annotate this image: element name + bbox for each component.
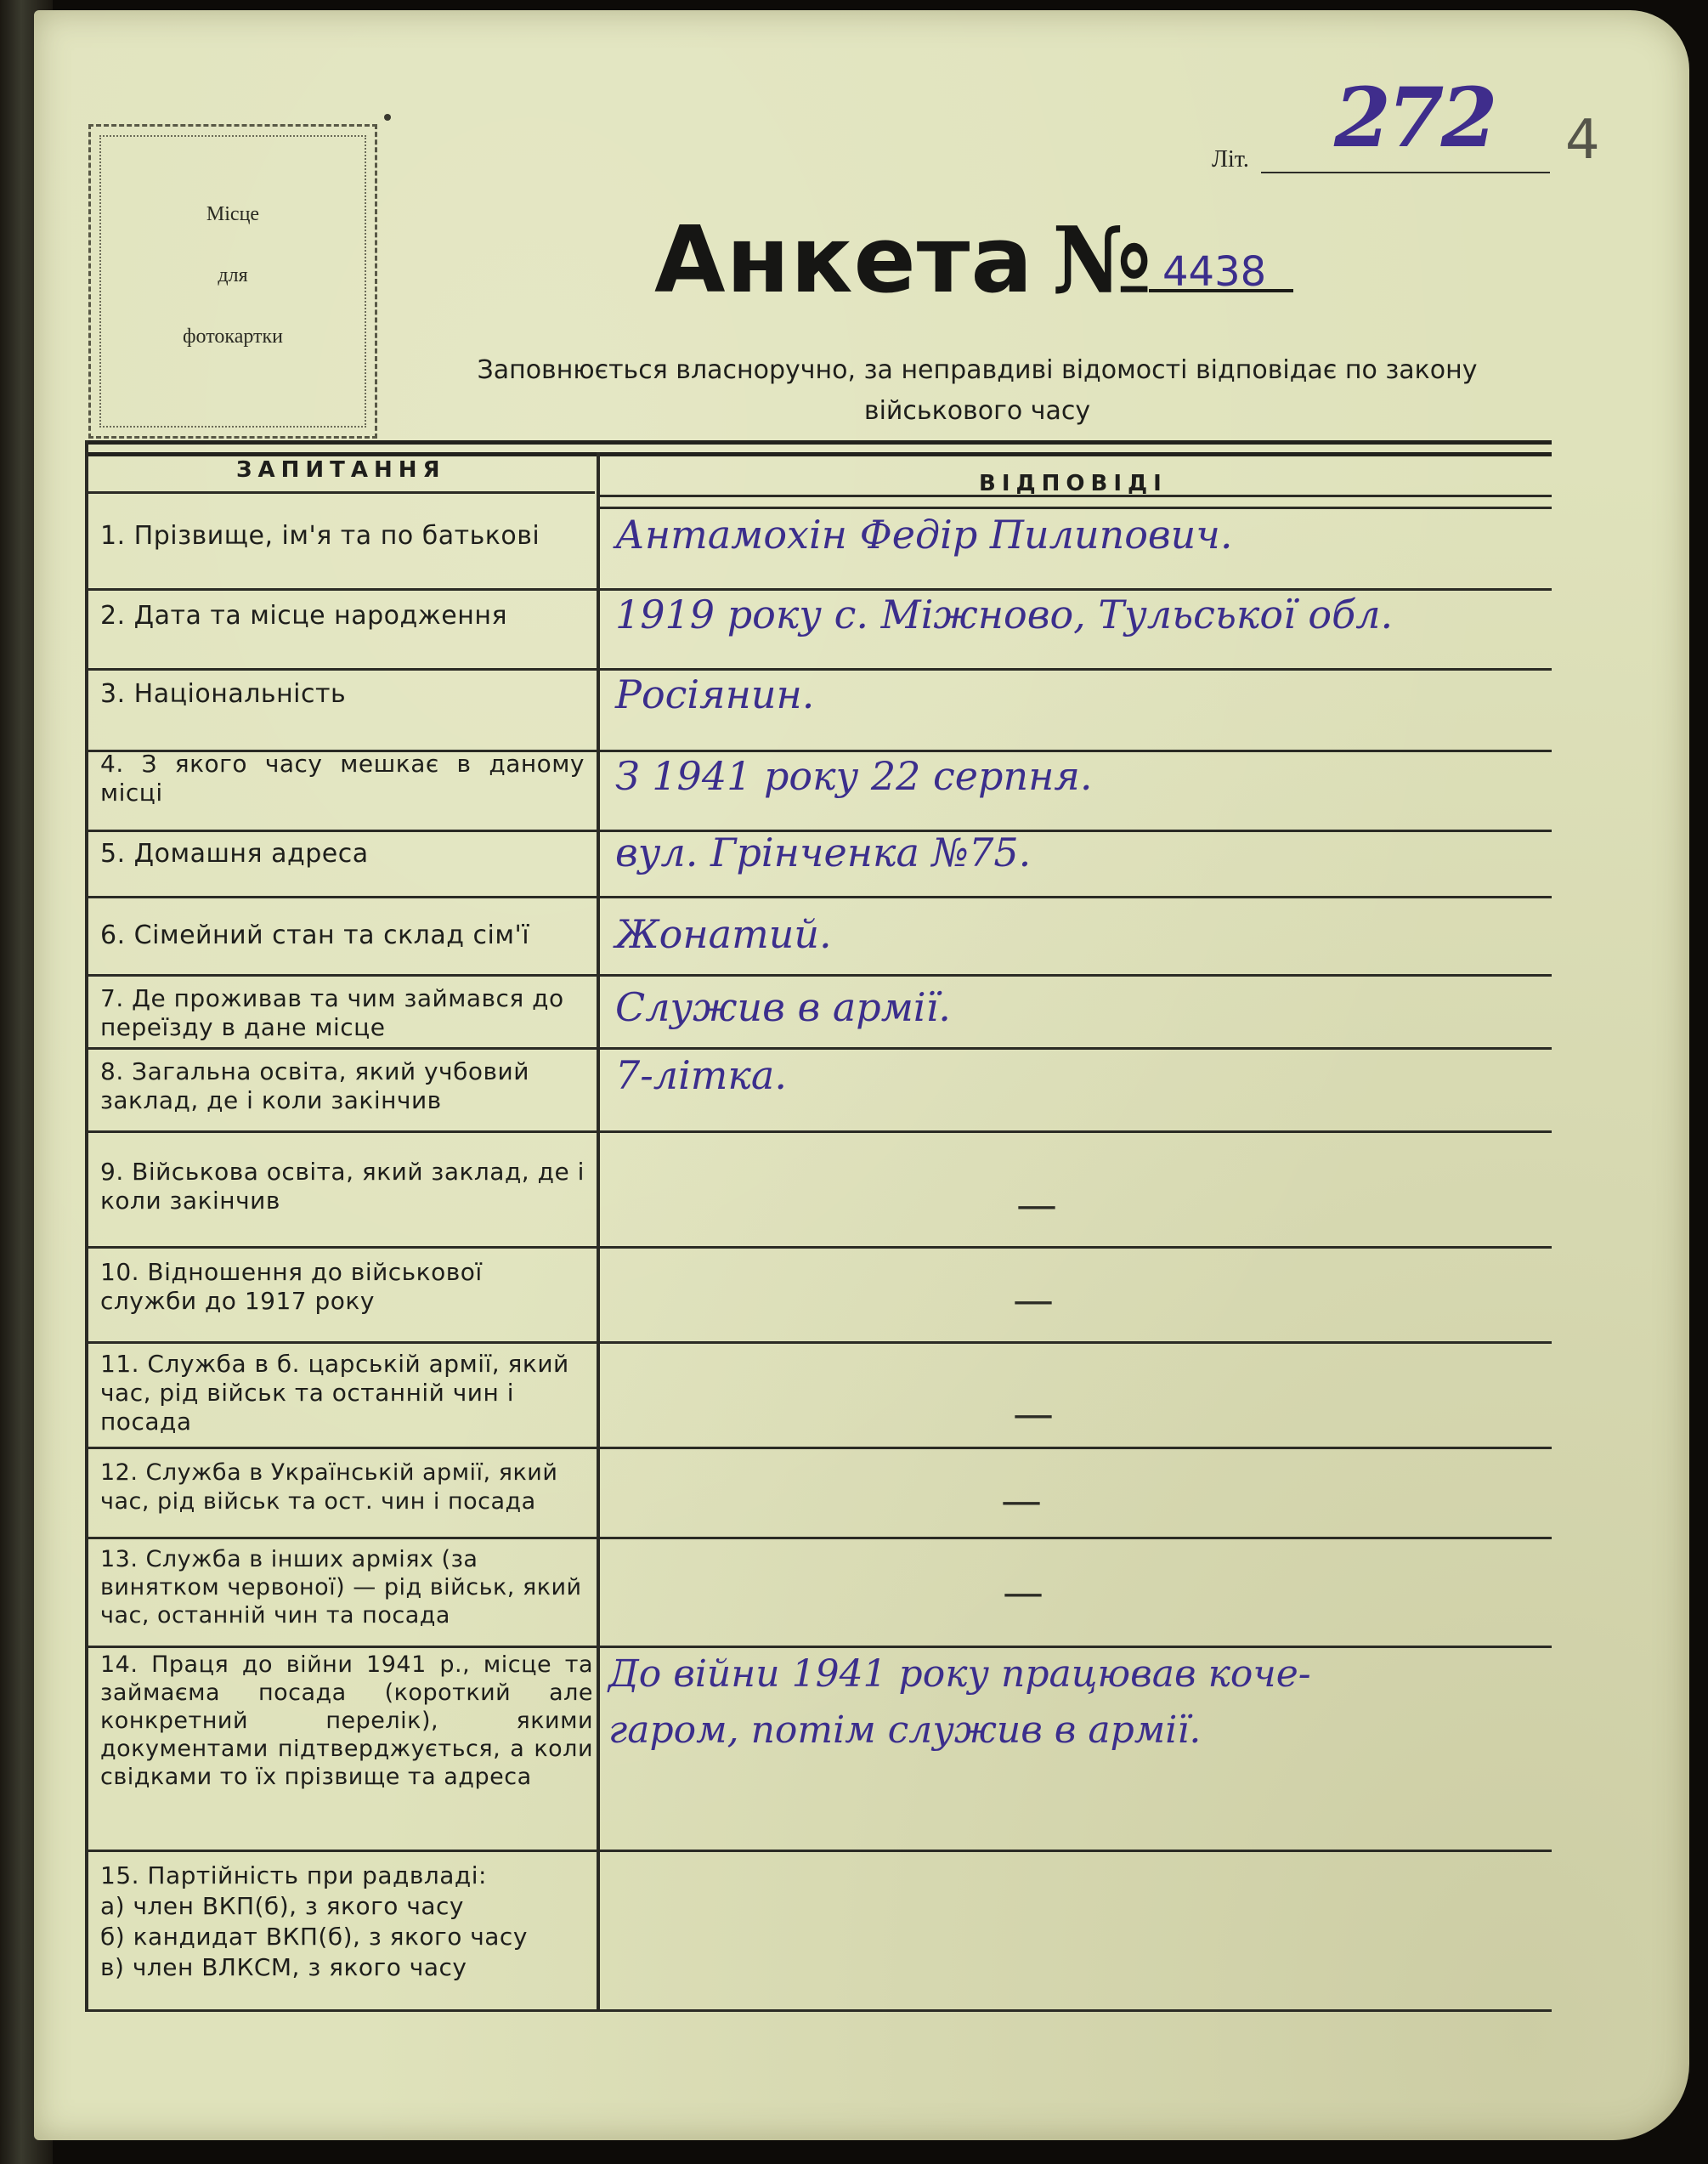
question-3: 3. Національність xyxy=(100,679,347,709)
question-1: 1. Прізвище, ім'я та по батькові xyxy=(100,521,540,551)
question-11: 11. Служба в б. царській армії, який час, рід військ та останній чин і посада xyxy=(100,1350,569,1436)
corner-page-number: 4 xyxy=(1565,109,1600,172)
answer-14-line2: гаром, потім служив в армії. xyxy=(608,1708,1202,1752)
header-questions: ЗАПИТАННЯ xyxy=(236,457,446,483)
question-13: 13. Служба в інших арміях (за винятком червоної) — рід військ, який час, останній чин та посада xyxy=(100,1546,582,1629)
answer-12: — xyxy=(1001,1477,1042,1525)
question-7: 7. Де проживав та чим займався до переїзду в дане місце xyxy=(100,984,564,1041)
question-15-option-c: в) член ВЛКСМ, з якого часу xyxy=(100,1953,467,1981)
table-column-divider xyxy=(597,452,600,2012)
answer-13: — xyxy=(1003,1569,1043,1617)
decorative-dot xyxy=(384,114,391,121)
answer-3: Росіянин. xyxy=(615,671,815,717)
question-2: 2. Дата та місце народження xyxy=(100,601,508,631)
lit-label: Літ. xyxy=(1212,146,1249,173)
photo-label-line2: для xyxy=(218,264,248,286)
question-12: 12. Служба в Українській армії, який час, рід військ та ост. чин і посада xyxy=(100,1459,558,1515)
question-9: 9. Військова освіта, який заклад, де і коли закінчив xyxy=(100,1158,585,1215)
answer-1: Антамохін Федір Пилипович. xyxy=(615,512,1233,558)
answer-14-line1: До війни 1941 року працював коче- xyxy=(608,1652,1311,1696)
question-15-option-b: б) кандидат ВКП(б), з якого часу xyxy=(100,1923,528,1951)
answer-11: — xyxy=(1013,1391,1054,1438)
form-title: Анкета xyxy=(654,207,1034,314)
header-answers: ВІДПОВІДІ xyxy=(979,471,1168,496)
table-top-rule xyxy=(85,440,1552,445)
answer-7: Служив в армії. xyxy=(615,984,951,1030)
photo-placeholder-box xyxy=(88,124,377,439)
question-4: 4. З якого часу мешкає в даному місці xyxy=(100,750,585,807)
answer-4: З 1941 року 22 серпня. xyxy=(615,753,1093,799)
question-10: 10. Відношення до військової служби до 1917 року xyxy=(100,1258,483,1315)
photo-label-line1: Місце xyxy=(206,203,260,225)
question-15-title: 15. Партійність при радвладі: xyxy=(100,1861,487,1889)
table-left-border xyxy=(85,440,88,2012)
photo-label-line3: фотокартки xyxy=(182,326,284,348)
answer-8: 7-літка. xyxy=(615,1052,787,1098)
form-number: 4438 xyxy=(1162,248,1267,296)
answer-5: вул. Грінченка №75. xyxy=(615,830,1032,875)
question-8: 8. Загальна освіта, який учбовий заклад, де і коли закінчив xyxy=(100,1057,529,1114)
table-top-rule-2 xyxy=(85,452,1552,456)
answer-9: — xyxy=(1016,1181,1057,1229)
answer-10: — xyxy=(1013,1277,1054,1324)
form-subtitle: Заповнюється власноручно, за неправдиві відомості відповідає по закону військового часу xyxy=(477,355,1478,426)
question-6: 6. Сімейний стан та склад сім'ї xyxy=(100,921,530,950)
answer-2: 1919 року с. Міжново, Тульської обл. xyxy=(615,592,1394,637)
answer-6: Жонатий. xyxy=(615,911,832,957)
form-number-underline xyxy=(1149,289,1293,292)
lit-value-handwritten: 272 xyxy=(1334,70,1495,166)
number-sign: № xyxy=(1052,207,1152,314)
question-14: 14. Праця до війни 1941 р., місце та займаєма посада (короткий але конкретний перелік), якими документами підтверджується, а коли свідками то їх прізвище та адреса xyxy=(100,1651,593,1790)
question-15-option-a: а) член ВКП(б), з якого часу xyxy=(100,1892,464,1920)
question-5: 5. Домашня адреса xyxy=(100,839,369,869)
lit-underline xyxy=(1261,172,1550,173)
